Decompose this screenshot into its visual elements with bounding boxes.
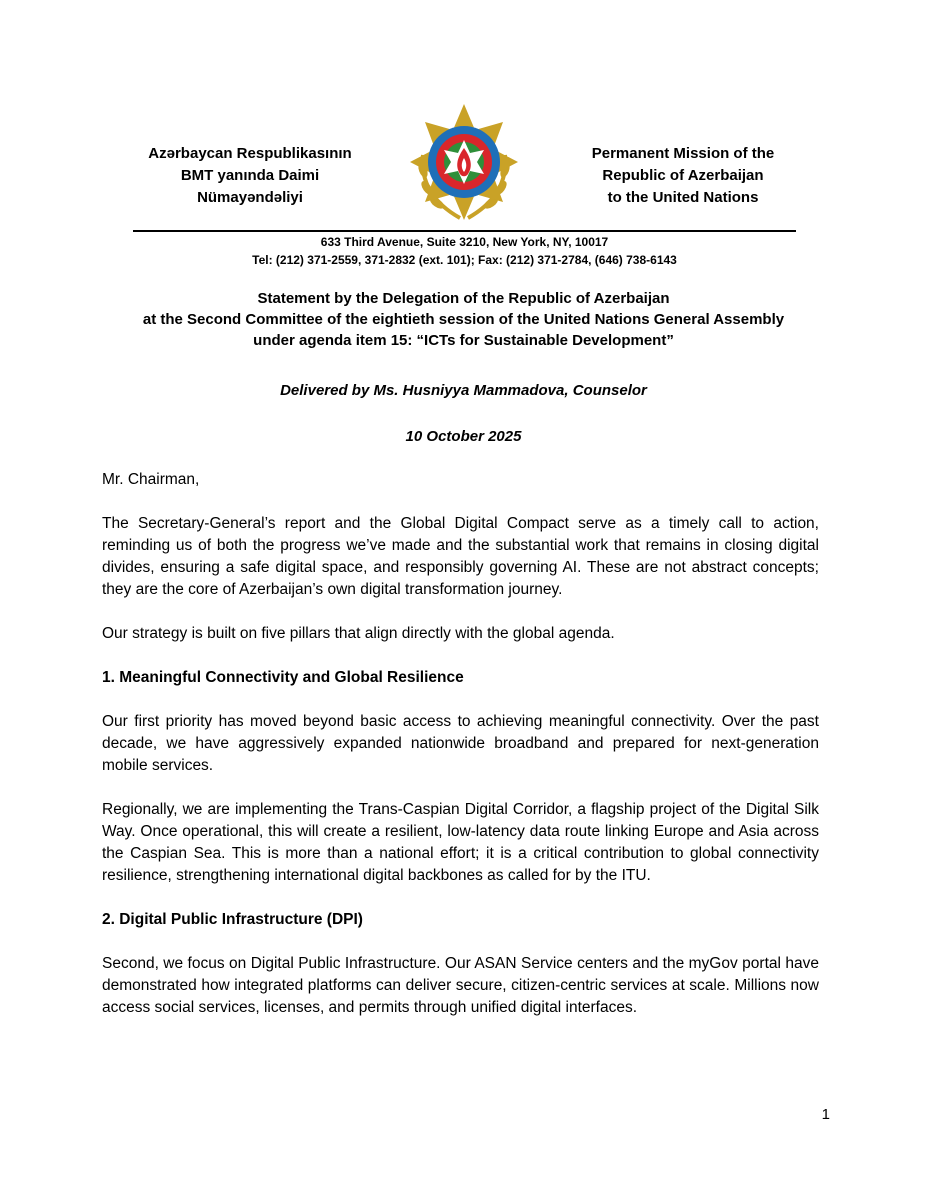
paragraph: The Secretary-General’s report and the Global Digital Compact serve as a timely call to action, reminding us of both the progress we’ve made and the substantial work that remains in closing digital divides, ensuring a safe digital space, and responsibly governing AI. These are not abstract concepts; they are the core of Azerbaijan’s own digital transformation journey. [102, 515, 819, 598]
delivered-by: Delivered by Ms. Husniyya Mammadova, Counselor [280, 382, 647, 399]
paragraph: Regionally, we are implementing the Trans-Caspian Digital Corridor, a flagship project of the Digital Silk Way. Once operational, this will create a resilient, low-latency data route linking Europe and Asia across the Caspian Sea. This is more than a national effort; it is a critical contribution to global connectivity resilience, strengthening international digital backbones as called for by the ITU. [102, 801, 819, 884]
statement-title [100, 288, 827, 351]
title-line: at the Second Committee of the eightieth session of the United Nations General Assembly [142, 311, 785, 328]
salutation: Mr. Chairman, [102, 471, 200, 488]
letterhead-left [120, 143, 380, 209]
title-line: Statement by the Delegation of the Republic of Azerbaijan [257, 290, 670, 307]
letterhead-right-line: to the United Nations [607, 189, 759, 206]
statement-date: 10 October 2025 [405, 428, 522, 445]
page-number: 1 [821, 1106, 830, 1123]
paragraph: Second, we focus on Digital Public Infrastructure. Our ASAN Service centers and the myGov portal have demonstrated how integrated platforms can deliver secure, citizen-centric services at scale. Millions now access social services, licenses, and permits through unified digital interfaces. [102, 955, 819, 1016]
azerbaijan-emblem-icon [405, 100, 523, 225]
address-line: 633 Third Avenue, Suite 3210, New York, NY, 10017 [320, 235, 609, 249]
letterhead-right-line: Republic of Azerbaijan [602, 167, 764, 184]
letterhead-right-line: Permanent Mission of the [591, 145, 775, 162]
contact-line: Tel: (212) 371-2559, 371-2832 (ext. 101); Fax: (212) 371-2784, (646) 738-6143 [252, 253, 677, 267]
letterhead-left-line: Azərbaycan Respublikasının [148, 145, 352, 162]
section-heading: 2. Digital Public Infrastructure (DPI) [102, 911, 363, 928]
letterhead-left-line: Nümayəndəliyi [197, 189, 303, 206]
letterhead-address [133, 233, 796, 269]
section-heading: 1. Meaningful Connectivity and Global Resilience [102, 669, 464, 686]
letterhead-divider [133, 230, 796, 232]
letterhead-left-line: BMT yanında Daimi [180, 167, 320, 184]
letterhead-right [553, 143, 813, 209]
paragraph: Our strategy is built on five pillars that align directly with the global agenda. [102, 625, 615, 642]
paragraph: Our first priority has moved beyond basic access to achieving meaningful connectivity. Over the past decade, we have aggressively expanded nationwide broadband and prepared for next-generation mobile services. [102, 713, 819, 774]
title-line: under agenda item 15: “ICTs for Sustainable Development” [253, 332, 674, 349]
